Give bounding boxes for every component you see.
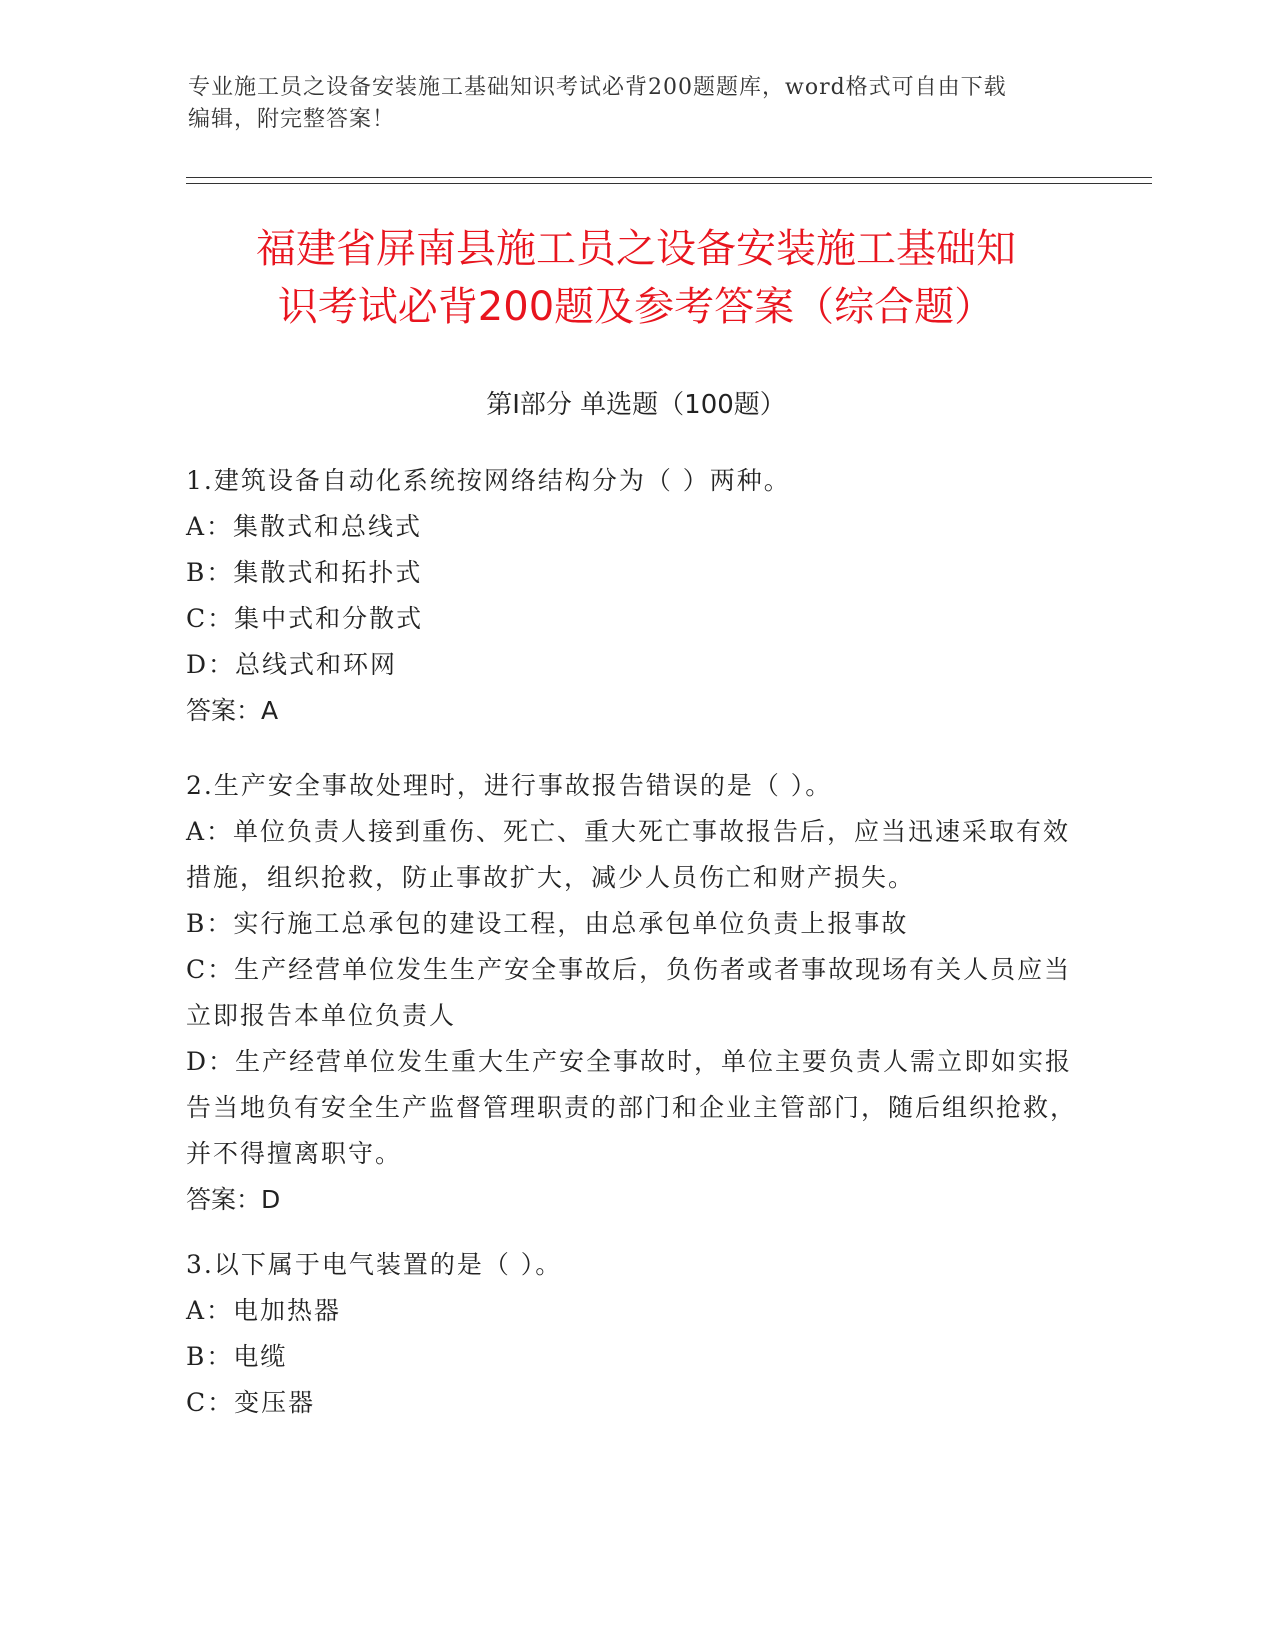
question-stem: 2.生产安全事故处理时，进行事故报告错误的是（ ）。 bbox=[186, 771, 833, 800]
header-line-2: 编辑，附完整答案！ bbox=[188, 107, 396, 132]
option-c: C：生产经营单位发生生产安全事故后，负伤者或者事故现场有关人员应当立即报告本单位负责人 bbox=[186, 955, 1072, 1030]
question-stem: 3.以下属于电气装置的是（ ）。 bbox=[186, 1250, 563, 1279]
question-3 bbox=[186, 1242, 1086, 1426]
option-b: B：实行施工总承包的建设工程，由总承包单位负责上报事故 bbox=[186, 909, 909, 938]
answer: 答案：A bbox=[186, 696, 279, 725]
question-2 bbox=[186, 763, 1086, 1223]
question-stem: 1.建筑设备自动化系统按网络结构分为（ ）两种。 bbox=[186, 466, 791, 495]
title-line-1: 福建省屏南县施工员之设备安装施工基础知 bbox=[256, 226, 1016, 272]
option-d: D：总线式和环网 bbox=[186, 650, 398, 679]
document-header bbox=[188, 72, 1068, 136]
document-title bbox=[186, 220, 1086, 336]
option-a: A：电加热器 bbox=[186, 1296, 342, 1325]
option-a: A：集散式和总线式 bbox=[186, 512, 423, 541]
title-line-2: 识考试必背200题及参考答案（综合题） bbox=[277, 284, 995, 330]
option-b: B：电缆 bbox=[186, 1342, 288, 1371]
question-1 bbox=[186, 458, 1086, 734]
header-divider-bottom bbox=[186, 183, 1152, 184]
option-d: D：生产经营单位发生重大生产安全事故时，单位主要负责人需立即如实报告当地负有安全生产监督管理职责的部门和企业主管部门，随后组织抢救，并不得擅离职守。 bbox=[186, 1047, 1078, 1168]
option-a: A：单位负责人接到重伤、死亡、重大死亡事故报告后，应当迅速采取有效措施，组织抢救，防止事故扩大，减少人员伤亡和财产损失。 bbox=[186, 817, 1071, 892]
option-c: C：变压器 bbox=[186, 1388, 316, 1417]
option-b: B：集散式和拓扑式 bbox=[186, 558, 423, 587]
section-heading: 第Ⅰ部分 单选题（100题） bbox=[486, 390, 786, 420]
header-divider-top bbox=[186, 177, 1152, 178]
header-line-1: 专业施工员之设备安装施工基础知识考试必背200题题库，word格式可自由下载 bbox=[188, 75, 1007, 100]
answer: 答案：D bbox=[186, 1185, 281, 1214]
option-c: C：集中式和分散式 bbox=[186, 604, 424, 633]
